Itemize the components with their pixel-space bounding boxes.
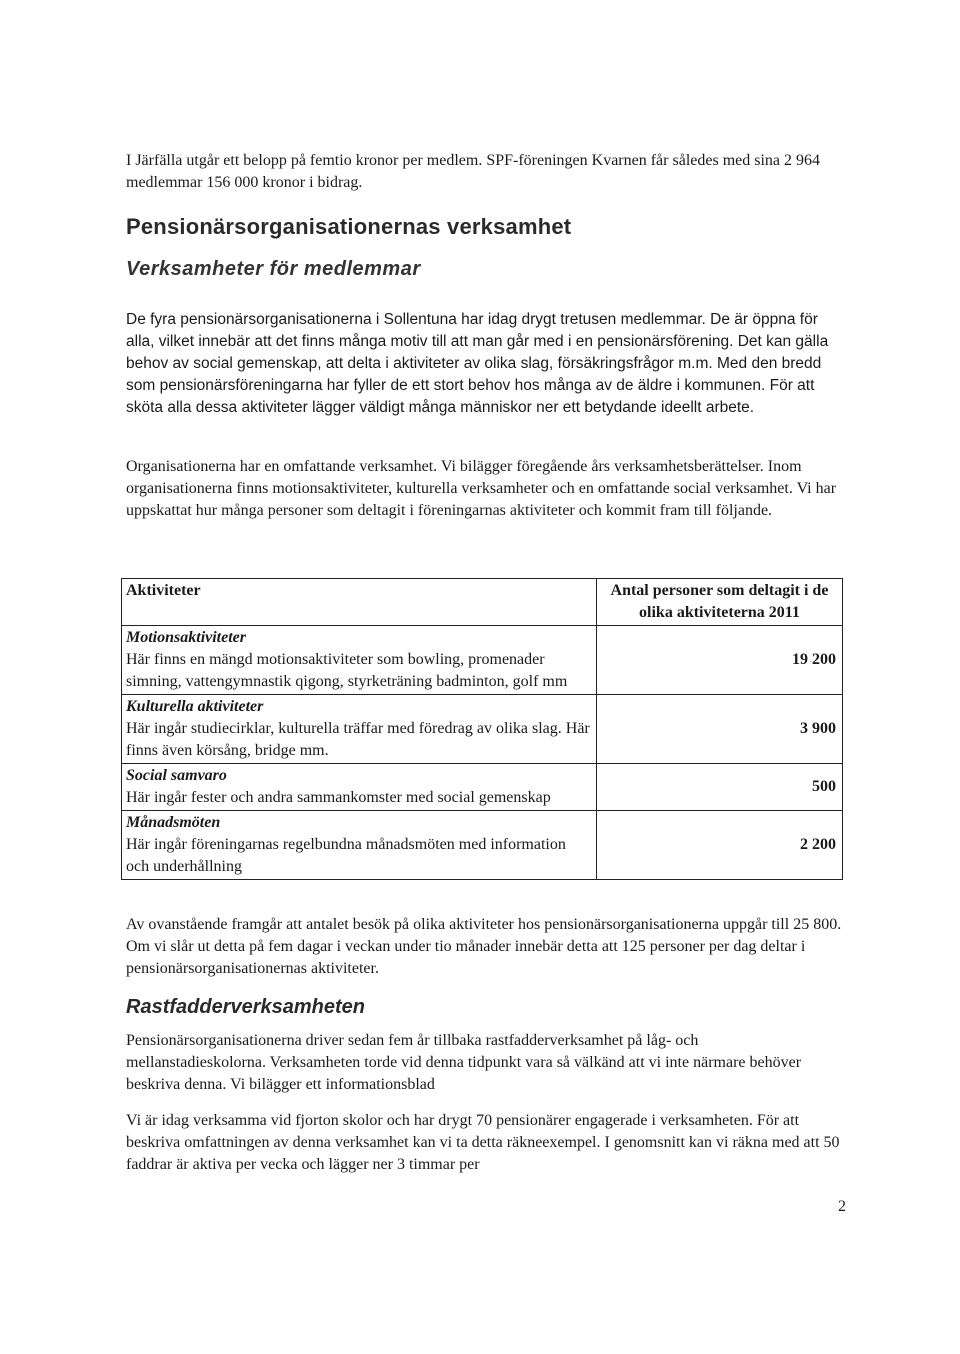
row-count: 500 [596, 764, 842, 811]
rastfadder-paragraph-1: Pensionärsorganisationerna driver sedan fem år tillbaka rastfadderverksamhet på låg- och mellanstadieskolorna. Verksamheten torde vid denna tidpunkt vara så välkänd att vi inte närmare behöver beskriva denna. Vi bilägger ett informationsblad [126, 1032, 802, 1093]
sub-heading: Verksamheter för medlemmar [126, 258, 421, 280]
table-header-row [122, 579, 843, 626]
row-count: 19 200 [596, 626, 842, 695]
row-category: Motionsaktiviteter [126, 629, 246, 646]
row-category: Social samvaro [126, 767, 227, 784]
table-row [122, 811, 843, 880]
row-count: 2 200 [596, 811, 842, 880]
main-heading: Pensionärsorganisationernas verksamhet [126, 214, 572, 239]
row-description: Här finns en mängd motionsaktiviteter som bowling, promenader simning, vattengymnastik qigong, styrketräning badminton, golf mm [126, 651, 568, 690]
intro-paragraph: I Järfälla utgår ett belopp på femtio kronor per medlem. SPF-föreningen Kvarnen får således med sina 2 964 medlemmar 156 000 kronor i bidrag. [126, 152, 821, 191]
summary-paragraph: Av ovanstående framgår att antalet besök på olika aktiviteter hos pensionärsorganisationerna uppgår till 25 800. Om vi slår ut detta på fem dagar i veckan under tio månader innebär detta att 125 personer per dag deltar i pensionärsorganisationernas aktiviteter. [126, 916, 842, 977]
rastfadder-heading: Rastfadderverksamheten [126, 996, 365, 1018]
row-category: Månadsmöten [126, 814, 221, 831]
row-description: Här ingår föreningarnas regelbundna månadsmöten med information och underhållning [126, 836, 566, 875]
table-row [122, 626, 843, 695]
header-activities: Aktiviteter [122, 579, 597, 626]
rastfadder-paragraph-2: Vi är idag verksamma vid fjorton skolor och har drygt 70 pensionärer engagerade i verksamheten. För att beskriva omfattningen av denna verksamhet kan vi ta detta räkneexempel. I genomsnitt kan vi räkna med att 50 faddrar är aktiva per vecka och lägger ner 3 timmar per [126, 1112, 840, 1173]
row-description: Här ingår studiecirklar, kulturella träffar med föredrag av olika slag. Här finns även körsång, bridge mm. [126, 720, 590, 759]
activities-table [121, 578, 843, 880]
organisations-paragraph: Organisationerna har en omfattande verksamhet. Vi bilägger föregående års verksamhetsberättelser. Inom organisationerna finns motionsaktiviteter, kulturella verksamheter och en omfattande social verksamhet. Vi har uppskattat hur många personer som deltagit i föreningarnas aktiviteter och kommit fram till följande. [126, 458, 837, 519]
page-number: 2 [838, 1198, 846, 1215]
row-count: 3 900 [596, 695, 842, 764]
members-paragraph: De fyra pensionärsorganisationerna i Sollentuna har idag drygt tretusen medlemmar. De är öppna för alla, vilket innebär att det finns många motiv till att man går med i en pensionärsförening. Det kan gälla behov av social gemenskap, att delta i aktiviteter av olika slag, försäkringsfrågor m.m. Med den bredd som pensionärsföreningarna har fyller de ett stort behov hos många av de äldre i kommunen. För att sköta alla dessa aktiviteter lägger väldigt många människor ner ett betydande ideellt arbete. [126, 311, 829, 416]
header-count: Antal personer som deltagit i de olika aktiviteterna 2011 [596, 579, 842, 626]
row-category: Kulturella aktiviteter [126, 698, 264, 715]
row-description: Här ingår fester och andra sammankomster med social gemenskap [126, 789, 551, 806]
table-row [122, 695, 843, 764]
table-row [122, 764, 843, 811]
